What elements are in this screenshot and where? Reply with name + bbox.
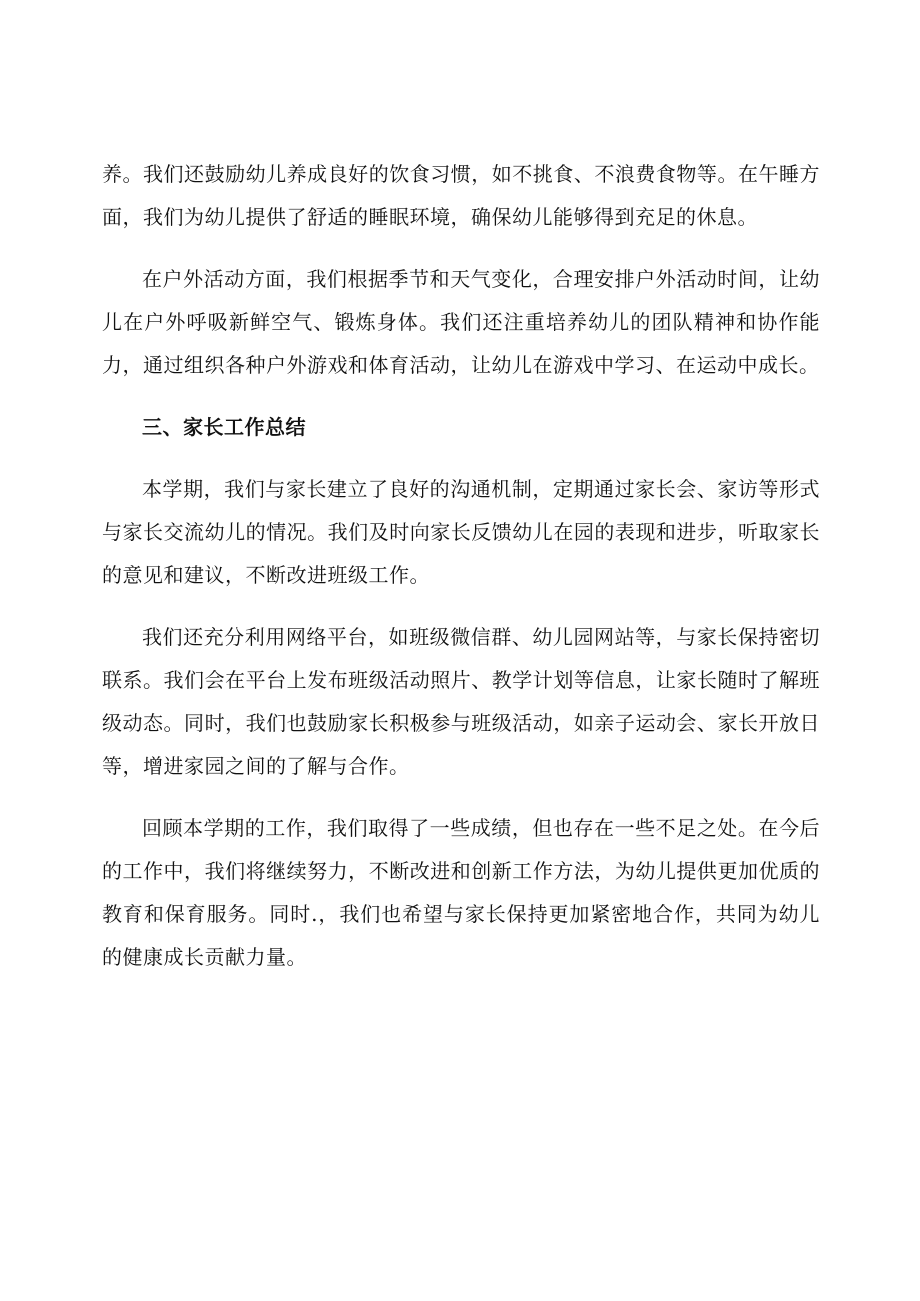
- paragraph-online-platform: 我们还充分利用网络平台，如班级微信群、幼儿园网站等，与家长保持密切联系。我们会在平台上发布班级活动照片、教学计划等信息，让家长随时了解班级动态。同时，我们也鼓励家长积极参与班级活动，如亲子运动会、家长开放日等，增进家园之间的了解与合作。: [102, 625, 820, 778]
- paragraph-outdoor-activities: 在户外活动方面，我们根据季节和天气变化，合理安排户外活动时间，让幼儿在户外呼吸新鲜空气、锻炼身体。我们还注重培养幼儿的团队精神和协作能力，通过组织各种户外游戏和体育活动，让幼儿在游戏中学习、在运动中成长。: [102, 267, 820, 377]
- document-body: [102, 153, 820, 998]
- paragraph-continuation: 养。我们还鼓励幼儿养成良好的饮食习惯，如不挑食、不浪费食物等。在午睡方面，我们为幼儿提供了舒适的睡眠环境，确保幼儿能够得到充足的休息。: [102, 162, 820, 229]
- paragraph-parent-communication: 本学期，我们与家长建立了良好的沟通机制，定期通过家长会、家访等形式与家长交流幼儿的情况。我们及时向家长反馈幼儿在园的表现和进步，听取家长的意见和建议，不断改进班级工作。: [102, 477, 820, 587]
- section-heading-parent-work: 三、家长工作总结: [142, 415, 306, 439]
- paragraph-review-summary: 回顾本学期的工作，我们取得了一些成绩，但也存在一些不足之处。在今后的工作中，我们将继续努力，不断改进和创新工作方法，为幼儿提供更加优质的教育和保育服务。同时.，我们也希望与家长保持更加紧密地合作，共同为幼儿的健康成长贡献力量。: [102, 816, 820, 969]
